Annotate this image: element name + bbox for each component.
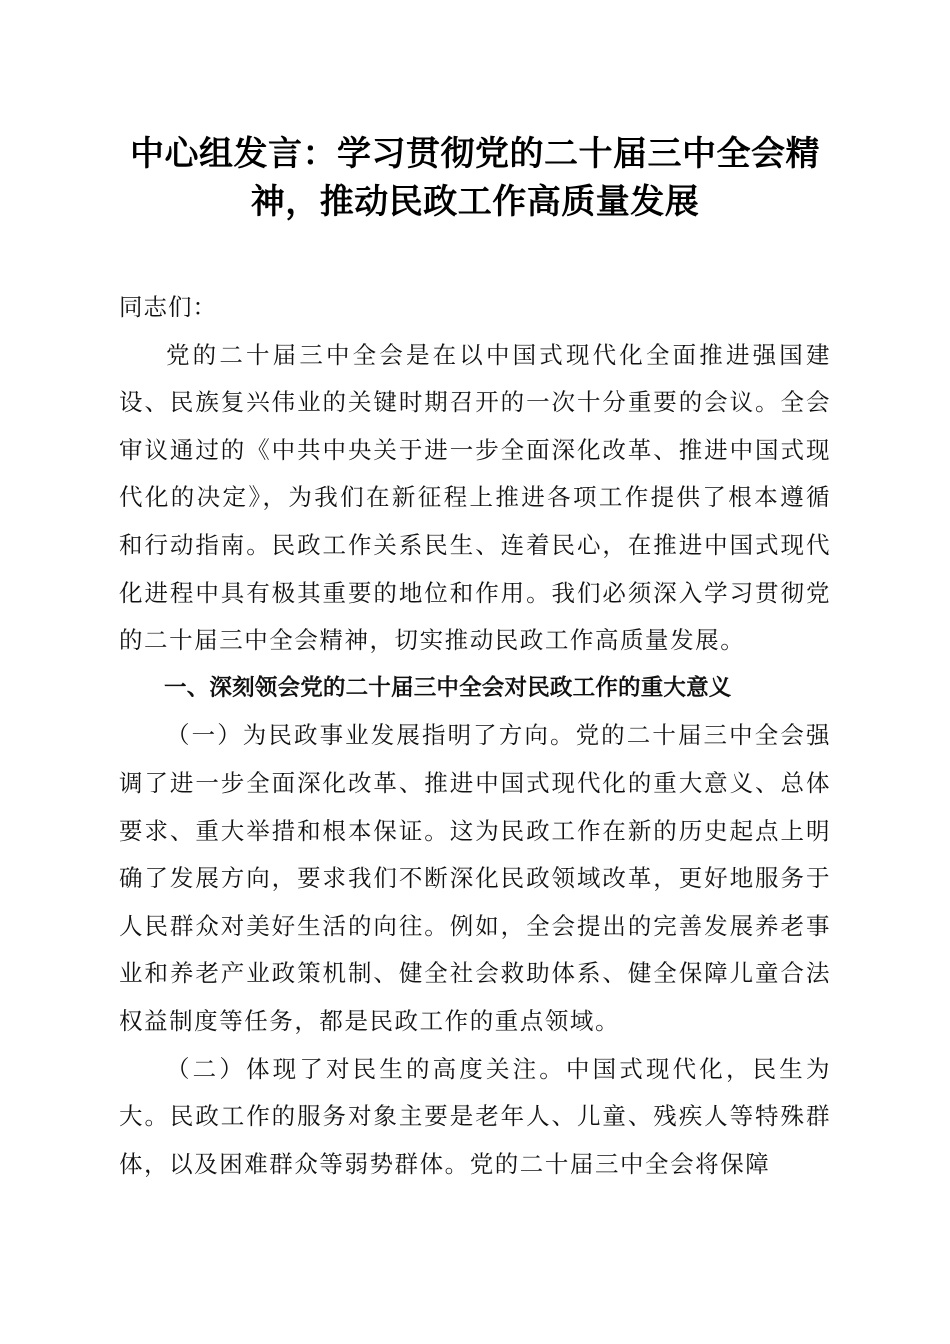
point-paragraph-1 xyxy=(119,712,831,1045)
title-line-1: 中心组发言：学习贯彻党的二十届三中全会精 xyxy=(130,134,820,174)
section-heading-1: 一、深刻领会党的二十届三中全会对民政工作的重大意义 xyxy=(164,674,732,701)
point-paragraph-2 xyxy=(119,1046,831,1189)
document-body xyxy=(119,284,831,1188)
title-line-2: 神，推动民政工作高质量发展 xyxy=(250,182,700,222)
document-page xyxy=(119,130,831,1188)
point-body-1: 党的二十届三中全会强调了进一步全面深化改革、推进中国式现代化的重大意义、总体要求、重大举措和根本保证。这为民政工作在新的历史起点上明确了发展方向，要求我们不断深化民政领域改革，更好地服务于人民群众对美好生活的向往。例如，全会提出的完善发展养老事业和养老产业政策机制、健全社会救助体系、健全保障儿童合法权益制度等任务，都是民政工作的重点领域。 xyxy=(119,721,831,1035)
salutation: 同志们： xyxy=(119,293,217,321)
point-body-2: 中国式现代化，民生为大。民政工作的服务对象主要是老年人、儿童、残疾人等特殊群体，以及困难群众等弱势群体。党的二十届三中全会将保障 xyxy=(119,1054,831,1178)
intro-paragraph: 党的二十届三中全会是在以中国式现代化全面推进强国建设、民族复兴伟业的关键时期召开的一次十分重要的会议。全会审议通过的《中共中央关于进一步全面深化改革、推进中国式现代化的决定》，为我们在新征程上推进各项工作提供了根本遵循和行动指南。民政工作关系民生、连着民心，在推进中国式现代化进程中具有极其重要的地位和作用。我们必须深入学习贯彻党的二十届三中全会精神，切实推动民政工作高质量发展。 xyxy=(119,340,831,655)
point-lead-1: （一）为民政事业发展指明了方向。 xyxy=(166,721,576,750)
point-lead-2: （二）体现了对民生的高度关注。 xyxy=(166,1054,566,1083)
document-title xyxy=(119,130,831,226)
